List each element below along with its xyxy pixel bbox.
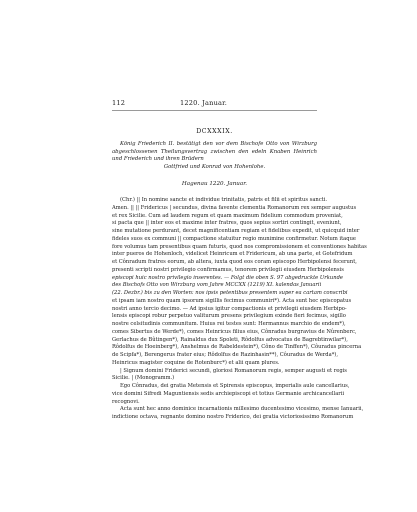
body-line: Ego Cônradus, dei gratia Metensis et Spirensis episcopus, imperialis aule cancellarius, [120,383,350,389]
body-line: | Signum domini Friderici secundi, gloriosi Romanorum regis, semper augusti et regis [120,367,347,374]
body-line: nostre celsitudinis communitum. Huius rei testes sunt: Hermannus marchio de endem*), [112,321,346,327]
body-line: si pacta que || inter eos et maxime inter fratres, quos sepius sortiri contingit, eveniunt, [112,220,342,227]
body-line: Acta sunt hec anno dominice incarnationis millesimo ducentesimo vicesimo, mense Ianuarii, [120,406,364,413]
body-line: sine mutatione perdurant, decet magnificentiam regiam et fidelibus expedit, ut quicquid inter [112,228,360,234]
body-line: nostri anno tercio decimo. — Ad ipsius igitur compactionis et privilegii eiusdem Herbipo- [112,305,347,312]
page-number: 112 [112,99,126,107]
rubric-line: Gottfried und Konrad von Hohenlohe. [163,163,266,170]
document-dateline: Hagenau 1220. Januar. [181,181,248,187]
body-line: (22. Dezbr.) bis zu den Worten: nos ipsis petentibus presentem super ea cartam conscribi [112,290,348,296]
rubric-line: König Friederich II. bestätigt den vor dem Bischofe Otto von Wirzburg abgeschlossenen [112,141,317,155]
body-line: Gerlachus de Bûtingen*), Rainaldus dux Spoleti, Rôdolfus advocatus de Bagrebtinwilar*), [112,336,348,343]
document-body [112,197,367,422]
body-line: vice domini Sifredi Maguntiensis sedis archiepiscopi et totius Germanie archicancellarii [112,390,345,397]
document-rubric [112,141,317,171]
body-line: et ipsam iam nostro quam ipsorum sigillis fecimus communiri*). Acta sunt hec episcopatus [112,297,352,304]
body-line: inter pueros de Hohenloch, videlicet Heinricum et Fridericum, ab una parte, et Gotefridum [112,251,353,258]
body-line: recognovi. [112,398,140,405]
body-line: Heinricus magister coquine de Rotenburc*) et alii quam plures. [112,359,280,366]
body-line: fideles suos ex communi || compactione statuitur regio munimine confirmetur. Notum itaque [112,235,356,242]
body-line: des Bischofs Otto von Wirzburg vom Jahre MCCXX (1219) XI. kalendas Januarii [112,282,322,289]
document-number: DCXXXIX. [196,128,233,135]
body-line: et rex Sicilie. Cum ad laudem regum et quam maximum fidelium commodum proveniat, [112,212,343,219]
body-line: et Cônradum fratres eorum, ab altera, iuxta quod eos coram episcopo Herbipolensi fecerunt, [112,259,357,265]
body-line: Amen. || || Fridericus | secundus, divina favente clementia Romanorum rex semper augustus [112,204,357,211]
body-line: Rôdolfus de Hoeinberg*), Anshelmus de Rabeldestein*), Côno de Tinffen*), Côuradus pincerna [112,344,362,351]
header-rule [112,110,317,111]
body-line: fore volumus tam presentibus quam futuris, quod nos compromissionem et conventiones habitas [112,243,367,250]
rubric-line: Theilungsvertrag zwischen den edeln Knaben Heinrich und Friederich und ihren Brüdern [112,148,317,163]
body-line: (Chr.) || In nomine sancte et individue trinitatis, patris et filii et spiritus sancti. [120,197,328,203]
header-date: 1220. Januar. [180,99,228,107]
body-line: comes Sibertus de Werde*), comes Heinricus filius eius, Cônradus burgravius de Nûrenberc, [112,328,357,335]
body-line: episcopi huic nostro privilegio inserentes. — Folgt die oben S. 97 abgedruckte Urkunde [112,274,343,281]
body-line: indictione octava, regnante domino nostro Friderico, dei gratia victoriosissimo Romanorum [112,414,354,420]
body-line: lensis episcopi robur perpetuo valiturum presens privilegium exinde fieri fecimus, sigillo [112,313,346,320]
body-line: de Scipfa*), Berengerus frater eius; Rôdolfus de Razinhasin**), Côuradus de Werda*), [112,352,338,358]
body-line: presenti scripti nostri privilegio confirmamus, tenorem privilegii eiusdem Herbipolensis [112,266,344,273]
body-line: Sicilie. | (Monogramm.) [112,375,175,382]
